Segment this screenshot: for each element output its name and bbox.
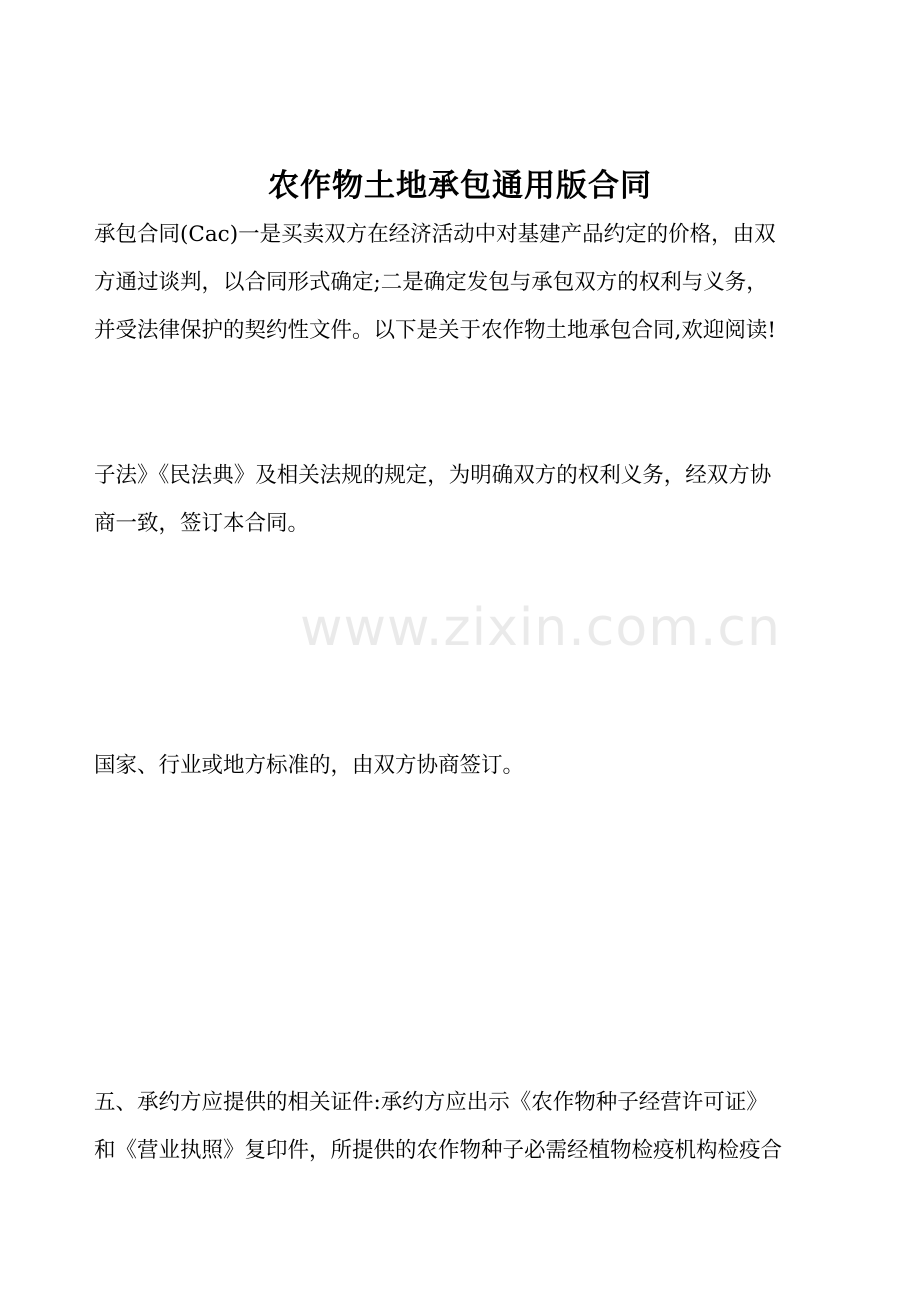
- section1-note-continued: 国家、行业或地方标准的，由双方协商签订。: [94, 753, 525, 778]
- legal-basis-line-1: 子法》《民法典》及相关法规的规定，为明确双方的权利义务，经双方协: [94, 463, 772, 488]
- intro-line-3: 并受法律保护的契约性文件。以下是关于农作物土地承包合同,欢迎阅读!: [94, 318, 776, 343]
- document-title: 农作物土地承包通用版合同: [268, 168, 652, 204]
- legal-basis-line-2: 商一致，签订本合同。: [94, 511, 310, 536]
- section5-line-1: 五、承约方应提供的相关证件:承约方应出示《农作物种子经营许可证》: [94, 1090, 768, 1115]
- intro-line-1: 承包合同(Cac)一是买卖双方在经济活动中对基建产品约定的价格，由双: [94, 222, 776, 247]
- intro-line-2: 方通过谈判，以合同形式确定;二是确定发包与承包双方的权利与义务，: [94, 270, 768, 295]
- section5-line-2: 和《营业执照》复印件，所提供的农作物种子必需经植物检疫机构检疫合: [94, 1138, 783, 1163]
- watermark-text: www.zixin.com.cn: [300, 598, 781, 658]
